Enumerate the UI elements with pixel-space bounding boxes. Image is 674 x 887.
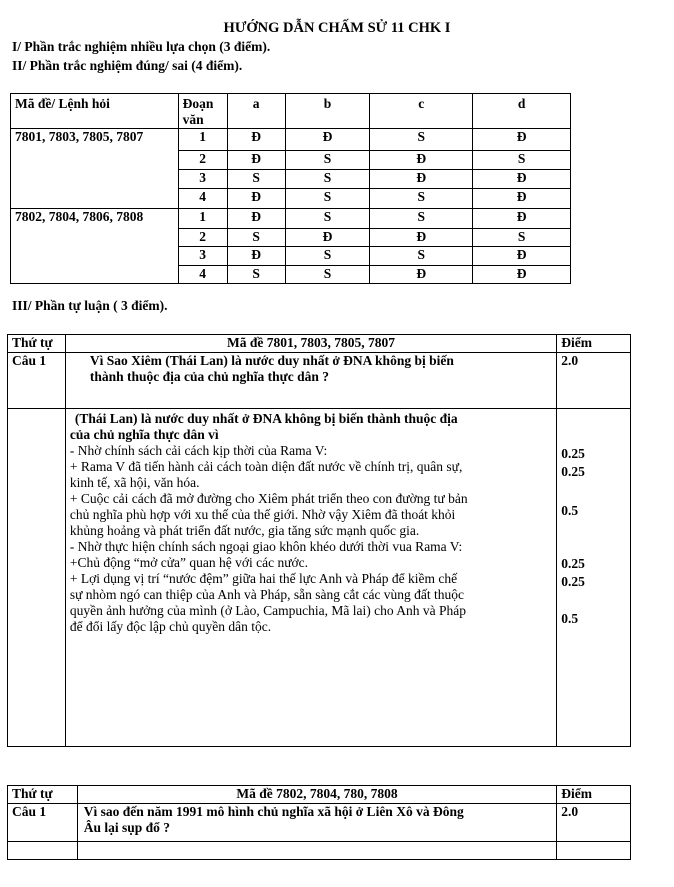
question-text: Vì Sao Xiêm (Thái Lan) là nước duy nhất ở ĐNA không bị biến thành thuộc địa của chủ nghĩa thực dân ? <box>65 353 556 409</box>
cell: 2 <box>178 229 227 247</box>
cell: S <box>285 151 370 170</box>
cell: Đ <box>227 247 285 266</box>
answer-points <box>557 409 631 747</box>
answer-text: (Thái Lan) là nước duy nhất ở ĐNA không bị biến thành thuộc địa của chủ nghĩa thực dân vì - Nhờ chính sách cải cách kịp thời của Rama V: + Rama V đã tiến hành cải cách toàn diện đất nước về chính trị, quân sự, kinh tế, xã hội, văn hóa. + Cuộc cải cách đã mở đường cho Xiêm phát triển theo con đường tư bản chủ nghĩa phù hợp với xu thế của thế giới. Nhờ vậy Xiêm đã thoát khỏi khủng hoảng và phát triển đất nước, gia tăng sức mạnh quốc gia. - Nhờ thực hiện chính sách ngoại giao khôn khéo dưới thời vua Rama V: +Chủ động “mở cửa” quan hệ với các nước. + Lợi dụng vị trí “nước đệm” giữa hai thế lực Anh và Pháp để kiềm chế sự nhòm ngó can thiệp của Anh và Pháp, sẵn sàng cắt các vùng đất thuộc quyền ảnh hưởng của mình (ở Lào, Campuchia, Mã lai) cho Anh và Pháp để đổi lấy độc lập chủ quyền dân tộc. <box>65 409 556 747</box>
question-row <box>8 353 631 409</box>
cell: 1 <box>178 209 227 229</box>
header-code: Mã đề/ Lệnh hỏi <box>11 94 179 129</box>
cell: Đ <box>370 151 473 170</box>
cell: Đ <box>227 189 285 209</box>
cell: S <box>473 229 571 247</box>
answer-row <box>8 409 631 747</box>
header-exam-code: Mã đề 7801, 7803, 7805, 7807 <box>65 335 556 353</box>
answer-row <box>8 842 631 860</box>
header-points: Điểm <box>557 786 631 804</box>
cell: S <box>285 170 370 189</box>
true-false-table <box>10 93 571 284</box>
section-1-heading: I/ Phần trắc nghiệm nhiều lựa chọn (3 điểm). <box>12 39 271 54</box>
group-1-codes: 7801, 7803, 7805, 7807 <box>11 129 179 209</box>
table-header-row <box>11 94 571 129</box>
cell: Đ <box>473 129 571 151</box>
header-b: b <box>285 94 370 129</box>
question-points: 2.0 <box>557 353 631 409</box>
header-paragraph: Đoạn văn <box>178 94 227 129</box>
table-row <box>11 129 571 151</box>
header-order: Thứ tự <box>8 335 66 353</box>
cell: Đ <box>473 266 571 284</box>
cell: Đ <box>227 151 285 170</box>
question-label: Câu 1 <box>8 353 66 409</box>
essay-header-row <box>8 335 631 353</box>
cell: S <box>227 229 285 247</box>
cell: Đ <box>285 229 370 247</box>
cell: S <box>285 266 370 284</box>
section-2-heading: II/ Phần trắc nghiệm đúng/ sai (4 điểm). <box>12 58 243 73</box>
cell: S <box>227 266 285 284</box>
cell: 3 <box>178 247 227 266</box>
point-value: 0.25 <box>561 556 585 571</box>
point-value: 0.5 <box>561 503 579 518</box>
section-3-heading: III/ Phần tự luận ( 3 điểm). <box>12 298 168 313</box>
header-a: a <box>227 94 285 129</box>
question-row <box>8 804 631 842</box>
header-c: c <box>370 94 473 129</box>
cell: Đ <box>227 209 285 229</box>
table-row <box>11 209 571 229</box>
cell: 3 <box>178 170 227 189</box>
cell: 4 <box>178 189 227 209</box>
question-text: Vì sao đến năm 1991 mô hình chủ nghĩa xã hội ở Liên Xô và Đông Âu lại sụp đổ ? <box>77 804 556 842</box>
cell: 1 <box>178 129 227 151</box>
header-d: d <box>473 94 571 129</box>
essay-table-2 <box>7 785 631 860</box>
cell: Đ <box>473 170 571 189</box>
cell: S <box>370 209 473 229</box>
cell: 2 <box>178 151 227 170</box>
cell: S <box>285 247 370 266</box>
header-points: Điểm <box>557 335 631 353</box>
cell: 4 <box>178 266 227 284</box>
point-value: 0.25 <box>561 464 585 479</box>
question-label: Câu 1 <box>8 804 78 842</box>
cell: S <box>370 247 473 266</box>
cell: S <box>473 151 571 170</box>
point-value: 0.25 <box>561 446 585 461</box>
group-2-codes: 7802, 7804, 7806, 7808 <box>11 209 179 284</box>
cell: Đ <box>370 229 473 247</box>
cell: Đ <box>370 266 473 284</box>
cell: S <box>370 189 473 209</box>
cell: Đ <box>473 189 571 209</box>
cell: S <box>227 170 285 189</box>
header-order: Thứ tự <box>8 786 78 804</box>
cell: Đ <box>370 170 473 189</box>
cell: S <box>285 189 370 209</box>
question-points: 2.0 <box>557 804 631 842</box>
cell: S <box>285 209 370 229</box>
essay-table-1 <box>7 334 631 747</box>
cell: Đ <box>473 247 571 266</box>
cell: Đ <box>227 129 285 151</box>
point-value: 0.25 <box>561 574 585 589</box>
header-exam-code: Mã đề 7802, 7804, 780, 7808 <box>77 786 556 804</box>
cell: Đ <box>473 209 571 229</box>
cell: S <box>370 129 473 151</box>
document-title: HƯỚNG DẪN CHẤM SỬ 11 CHK I <box>223 20 451 36</box>
essay-header-row <box>8 786 631 804</box>
point-value: 0.5 <box>561 611 579 626</box>
cell: Đ <box>285 129 370 151</box>
